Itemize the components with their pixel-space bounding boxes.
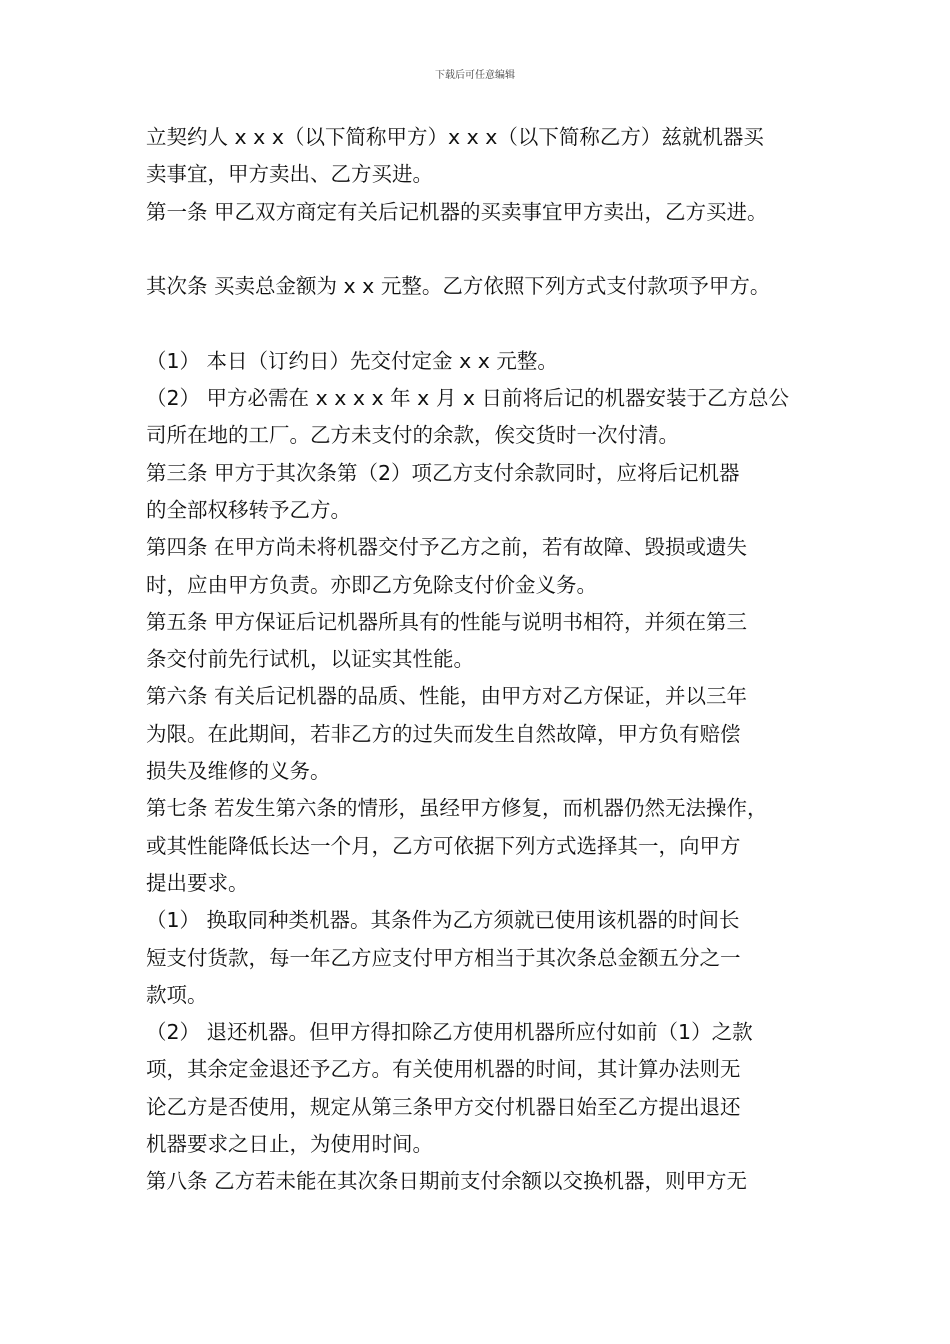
text-line: 第四条 在甲方尚未将机器交付予乙方之前，若有故障、毁损或遗失 [146, 535, 748, 560]
text-line: 第六条 有关后记机器的品质、性能，由甲方对乙方保证，并以三年 [146, 684, 748, 709]
text-line: 论乙方是否使用，规定从第三条甲方交付机器日始至乙方提出退还 [146, 1094, 741, 1119]
text-line: 司所在地的工厂。乙方未支付的余款，俟交货时一次付清。 [146, 423, 679, 448]
text-line: 第一条 甲乙双方商定有关后记机器的买卖事宜甲方卖出，乙方买进。 [146, 199, 768, 224]
text-line: 为限。在此期间，若非乙方的过失而发生自然故障，甲方负有赔偿 [146, 721, 741, 746]
text-line: （2） 退还机器。但甲方得扣除乙方使用机器所应付如前（1）之款 [146, 1020, 753, 1045]
text-line: 损失及维修的义务。 [146, 759, 331, 784]
text-line: 提出要求。 [146, 870, 249, 895]
text-line: 的全部权移转予乙方。 [146, 497, 351, 522]
text-line: 时，应由甲方负责。亦即乙方免除支付价金义务。 [146, 572, 597, 597]
text-line: 条交付前先行试机，以证实其性能。 [146, 647, 474, 672]
text-line: 短支付货款，每一年乙方应支付甲方相当于其次条总金额五分之一 [146, 945, 741, 970]
text-line: 项，其余定金退还予乙方。有关使用机器的时间，其计算办法则无 [146, 1057, 741, 1082]
page-header: 下载后可任意编辑 [435, 70, 515, 81]
text-line: 第三条 甲方于其次条第（2）项乙方支付余款同时，应将后记机器 [146, 460, 740, 485]
text-line: 第七条 若发生第六条的情形，虽经甲方修复，而机器仍然无法操作， [146, 796, 768, 821]
text-line: 卖事宜，甲方卖出、乙方买进。 [146, 162, 433, 187]
text-line: （2） 甲方必需在 x x x x 年 x 月 x 日前将后记的机器安装于乙方总公 [146, 386, 789, 411]
text-line: 第八条 乙方若未能在其次条日期前支付余额以交换机器，则甲方无 [146, 1169, 748, 1194]
text-line: 第五条 甲方保证后记机器所具有的性能与说明书相符，并须在第三 [146, 609, 748, 634]
blank-line [146, 305, 818, 342]
blank-line [146, 231, 818, 268]
document-body [146, 119, 818, 1201]
text-line: 或其性能降低长达一个月，乙方可依据下列方式选择其一，向甲方 [146, 833, 741, 858]
text-line: （1） 换取同种类机器。其条件为乙方须就已使用该机器的时间长 [146, 908, 740, 933]
text-line: 其次条 买卖总金额为 x x 元整。乙方依照下列方式支付款项予甲方。 [146, 274, 771, 299]
text-line: 款项。 [146, 982, 208, 1007]
text-line: 机器要求之日止，为使用时间。 [146, 1132, 433, 1157]
text-line: （1） 本日（订约日）先交付定金 x x 元整。 [146, 348, 558, 373]
text-line: 立契约人 x x x（以下简称甲方）x x x（以下简称乙方）兹就机器买 [146, 125, 764, 149]
